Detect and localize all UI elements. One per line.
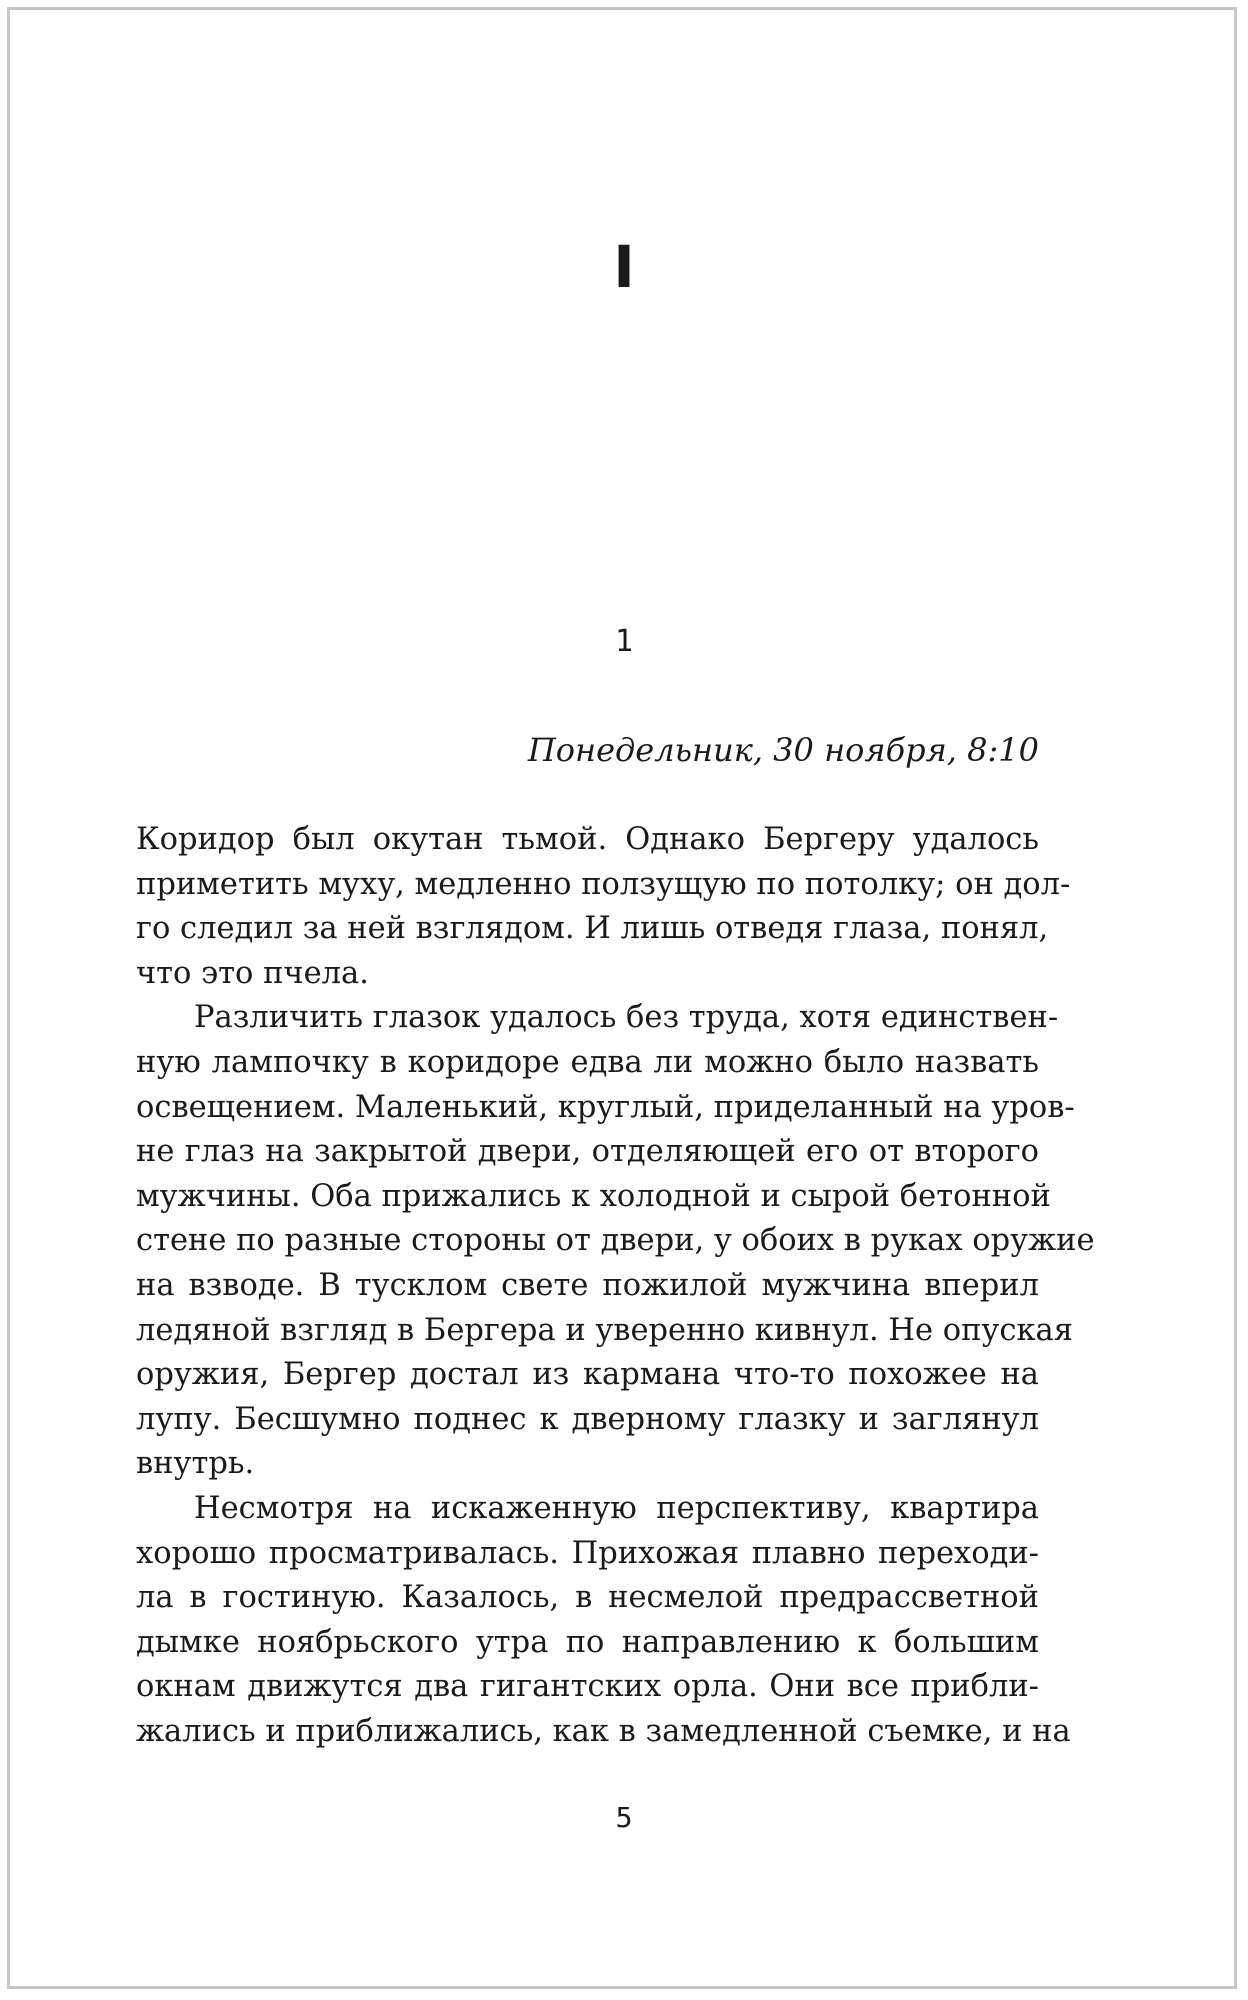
text-line: приметить муху, медленно ползущую по потолку; он дол- xyxy=(136,866,1071,902)
chapter-dateline: Понедельник, 30 ноября, 8:10 xyxy=(527,731,1039,769)
part-title: I xyxy=(613,233,635,301)
text-line: Несмотря на искаженную перспективу, квартира xyxy=(194,1490,1039,1526)
text-line: ледяной взгляд в Бергера и уверенно кивнул. Не опуская xyxy=(136,1312,1073,1348)
chapter-number: 1 xyxy=(614,624,634,659)
text-line: окнам движутся два гигантских орла. Они все прибли- xyxy=(136,1669,1039,1705)
text-line: Коридор был окутан тьмой. Однако Бергеру удалось xyxy=(136,822,1039,857)
text-line: лупу. Бесшумно поднес к дверному глазку и заглянул xyxy=(136,1401,1039,1437)
page-number: 5 xyxy=(615,1801,633,1834)
text-line: внутрь. xyxy=(136,1446,255,1482)
body-text xyxy=(136,818,1095,1754)
text-line: го следил за ней взглядом. И лишь отведя глаза, понял, xyxy=(136,911,1049,947)
text-line: Различить глазок удалось без труда, хотя единствен- xyxy=(194,1000,1059,1036)
text-line: дымке ноябрьского утра по направлению к большим xyxy=(136,1624,1039,1660)
text-line: освещением. Маленький, круглый, приделанный на уров- xyxy=(136,1089,1075,1125)
text-line: ла в гостиную. Казалось, в несмелой предрассветной xyxy=(136,1580,1039,1616)
text-line: хорошо просматривалась. Прихожая плавно переходи- xyxy=(136,1535,1039,1571)
text-line: не глаз на закрытой двери, отделяющей его от второго xyxy=(136,1134,1039,1170)
text-line: ную лампочку в коридоре едва ли можно было назвать xyxy=(136,1044,1039,1080)
text-line: что это пчела. xyxy=(136,955,369,991)
text-line: жались и приближались, как в замедленной съемке, и на xyxy=(136,1713,1071,1749)
text-line: стене по разные стороны от двери, у обоих в руках оружие xyxy=(136,1223,1095,1259)
text-line: мужчины. Оба прижались к холодной и сырой бетонной xyxy=(136,1178,1051,1214)
text-line: оружия, Бергер достал из кармана что-то похожее на xyxy=(136,1357,1039,1393)
text-line: на взводе. В тусклом свете пожилой мужчина вперил xyxy=(136,1267,1039,1303)
